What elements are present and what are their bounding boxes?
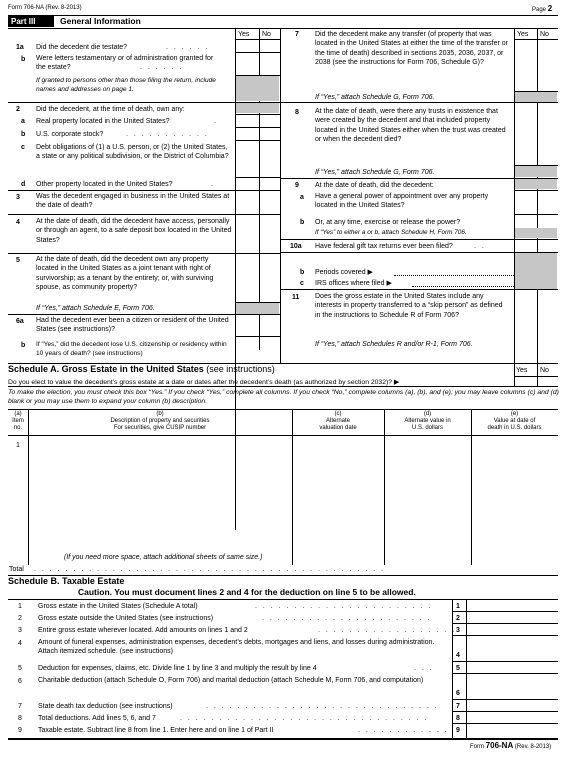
question-1b-note: If granted to persons other than those filing the return, include names and addresses on page 1. [36, 77, 216, 94]
sched-b-line-num: 9 [18, 727, 22, 734]
shaded-cell [236, 76, 279, 101]
question-10c: IRS offices where filed ▶ [315, 280, 392, 287]
item-num: 2 [16, 106, 20, 113]
item-num: a [21, 118, 25, 125]
schedule-b-caution: Caution. You must document lines 2 and 4 for the deduction on line 5 to be allowed. [78, 587, 416, 597]
sched-b-line-3: Entire gross estate wherever located. Add amounts on lines 1 and 2 [38, 627, 248, 634]
shaded-cell [515, 92, 557, 102]
question-4: At the date of death, did the decedent have access, personally or through an agent, to a safe deposit box located in the United States? [36, 218, 232, 244]
question-1b: Were letters testamentary or of administration granted for the estate? [36, 55, 214, 72]
shaded-cell [236, 103, 279, 113]
item-num: b [300, 219, 305, 226]
shaded-cell [515, 253, 557, 289]
part-title: General Information [60, 16, 141, 26]
total-label: Total [9, 566, 24, 573]
sched-b-line-4: Amount of funeral expenses, administration expenses, decedent’s debts, mortgages and liens, and losses during administration. Attach itemized schedule. (see instructions) [38, 639, 435, 656]
question-9a: Have a general power of appointment over any property located in the United States? [315, 193, 489, 210]
alternate-date-cell[interactable] [293, 436, 383, 551]
date-of-death-value-cell[interactable] [472, 436, 557, 564]
sched-b-line-1: Gross estate in the United States (Schedule A total) [38, 603, 198, 610]
item-num: 6a [16, 318, 24, 325]
shaded-cell [236, 303, 279, 314]
item-num: c [300, 280, 304, 287]
question-10b: Periods covered ▶ [315, 269, 373, 276]
question-6b: If “Yes,” did the decedent lose U.S. citizenship or residency within 10 years of death? (see instructions) [36, 341, 227, 358]
item-num: 10a [290, 243, 302, 250]
irs-offices-line[interactable] [412, 286, 514, 287]
description-cell[interactable] [29, 436, 291, 551]
form-page: Form 706-NA (Rev. 8-2013) Page 2 Part III General Information Yes No Yes No 1a Did the decedent die testate? . . . . . . b Were letters testamentary or of administration granted for the estate? . . . . . . If granted to persons other than those filing the return, include names and addresses on page 1. 2 Did the decedent, at the time of death, own any: a Real property located in the United States? . b U.S. corporate stock? . . . . . . . . . . . c Debt obligations of (1) a U.S. person, or (2) the United States, a state or any political subdivision, or the District of Columbia? d Other property located in the United States? . 3 Was the decedent engaged in business in the United States at the date of death? 4 At the date of death, did the decedent have access, personally or through an agent, to a safe deposit box located in the United States? 5 At the date of death, did the decedent own any property located in the United States as a joint tenant with right of survivorship; as a tenant by the entirety; or, with surviving spouse, as community property? If “Yes,” attach Schedule E, Form 706. 6a Had the decedent ever been a citizen or resident of the United States (see instructions)? b If “Yes,” did the decedent lose U.S. citizenship or residency within 10 years of death? (see instructions) 7 Did the decedent make any transfer (of property that was located in the United States at either the time of the transfer or the time of death) described in sections 2035, 2036, 2037, or 2038 (see the instructions for Form 706, Schedule G)? If “Yes,” attach Schedule G, Form 706. 8 At the date of death, were there any trusts in existence that were created by the decedent and that included property located in the United States either when the trust was created or when the decedent died? If “Yes,” attach Schedule G, Form 706. 9 At the date of death, did the decedent: a Have a general power of appointment over any property located in the United States? b Or, at any time, exercise or release the power? If “Yes” to either a or b, attach Schedule H, Form 706. 10a Have federal gift tax returns ever been filed? . . b Periods covered ▶ c IRS offices where filed ▶ 11 Does the gross estate in the United States include any interests in property transferred to a “skip person” as defined in the instructions to Schedule R of Form 706? If “Yes,” attach Schedules R and/or R-1, Form 706. Schedule A. Gross Estate in the United States (see instructions) Yes No Do you elect to value the decedent’s gross estate at a date or dates after the decedent’s death (as authorized by section 2032)? ▶ To make the election, you must check this box “Yes.” If you check “Yes,” complete all columns. If you check “No,” complete columns (a), (b), and (e); you may leave columns (c) and (d) blank or you may use them to expand your column (b) description. (a) Item no. (b) Description of property and securities For securities, give CUSIP number (c) Alternate valuation date (d) Alternate value in U.S. dollars (e) Value at date of death in U.S. dollars 1 (If you need more space, attach additional sheets of same size.) Total . . . . . . . . . . . . . . . . . . . . . . . . . . . . . . . . . . . . . . . . . . . . . Schedule B. Taxable Estate Caution. You must document lines 2 and 4 for the deduction on line 5 to be allowed. 1 Gross estate in the United States (Schedule A total) . . . . . . . . . . . . . . . . . . . . . . . 1 2 Gross estate outside the United States (see instructions) . . . . . . . . . . . . . . . . . . . . . . 2 3 Entire gross estate wherever located. Add amounts on lines 1 and 2 . . . . . . . . . . . . . . . . . . 3 4 Amount of funeral expenses, administration expenses, decedent’s debts, mortgages and liens, and losses during administration. Attach itemized schedule. (see instructions) 4 5 Deduction for expenses, claims, etc. Divide line 1 by line 3 and multiply the result by line 4 . . . 5 6 Charitable deduction (attach Schedule O, Form 706) and marital deduction (attach Schedule M, Form 706, and computation) 6 7 State death tax deduction (see instructions) . . . . . . . . . . . . . . . . . . . . . . . . . . . . . . 7 8 Total deductions. Add lines 5, 6, and 7 . . . . . . . . . . . . . . . . . . . . . . . . . . . . . . . . 8 9 Taxable estate. Subtract line 8 from line 1. Enter here and on line 1 of Part II . . . . . . . . . . . . 9 Form 706-NA (Rev. 8-2013) [8, 4, 559, 750]
sched-b-line-2: Gross estate outside the United States (see instructions) [38, 615, 214, 622]
question-5-note: If “Yes,” attach Schedule E, Form 706. [36, 305, 155, 312]
footer-form-id: Form 706-NA (Rev. 8-2013) [470, 741, 552, 750]
election-yes-label: Yes [516, 367, 528, 374]
space-note: (If you need more space, attach additional sheets of same size.) [64, 554, 263, 561]
col-a-header: (a) Item no. [12, 411, 24, 431]
sched-b-line-num: 4 [18, 640, 22, 647]
election-no-box[interactable] [539, 378, 557, 385]
item-num: b [21, 131, 26, 138]
question-1a: Did the decedent die testate? [36, 44, 128, 51]
question-6a: Had the decedent ever been a citizen or resident of the United States (see instructions)? [36, 317, 229, 334]
question-8-note: If “Yes,” attach Schedule G, Form 706. [315, 169, 435, 176]
sched-b-line-8: Total deductions. Add lines 5, 6, and 7 [38, 715, 156, 722]
item-num: b [300, 269, 305, 276]
question-2b: U.S. corporate stock? [36, 131, 104, 138]
question-2c: Debt obligations of (1) a U.S. person, or (2) the United States, a state or any political subdivision, or the District of Columbia? [36, 144, 229, 161]
question-7: Did the decedent make any transfer (of property that was located in the United States at either the time of the transfer or the time of death) described in sections 2035, 2036, 2037, or 2038 (see the instructions for Form 706, Schedule G)? [315, 31, 508, 67]
page-number: Page 2 [532, 4, 553, 13]
question-5: At the date of death, did the decedent own any property located in the United States as a joint tenant with right of survivorship; as a tenant by the entirety; or, with surviving spouse, as community property? [36, 256, 214, 292]
item-row-number: 1 [16, 442, 20, 449]
sched-b-line-num: 8 [18, 715, 22, 722]
no-header-right: No [540, 31, 549, 38]
shaded-cell [515, 179, 557, 189]
sched-b-line-num: 6 [18, 678, 22, 685]
item-num: a [300, 194, 304, 201]
item-num: d [21, 181, 26, 188]
question-8: At the date of death, were there any trusts in existence that were created by the decedent and that included property located in the United States either when the trust was created or when the decedent died? [315, 108, 506, 144]
sched-b-line-9: Taxable estate. Subtract line 8 from line 1. Enter here and on line 1 of Part II [38, 727, 274, 734]
election-question: Do you elect to value the decedent’s gross estate at a date or dates after the decedent’s death (as authorized by section 2032)? ▶ [8, 379, 400, 386]
question-9b: Or, at any time, exercise or release the power? [315, 219, 461, 226]
no-header-left: No [262, 31, 271, 38]
question-2: Did the decedent, at the time of death, own any: [36, 106, 185, 113]
item-num: 1a [16, 44, 24, 51]
col-b-header: (b) Description of property and securities For securities, give CUSIP number [110, 411, 210, 431]
sched-b-line-num: 5 [18, 665, 22, 672]
item-num: 9 [295, 182, 299, 189]
shaded-cell [515, 228, 557, 238]
schedule-b-title: Schedule B. Taxable Estate [8, 576, 125, 586]
sched-b-line-num: 3 [18, 627, 22, 634]
item-num: 4 [16, 219, 20, 226]
question-7-note: If “Yes,” attach Schedule G, Form 706. [315, 94, 435, 101]
col-c-header: (c) Alternate valuation date [319, 411, 357, 431]
election-yes-box[interactable] [516, 378, 534, 385]
question-11-note: If “Yes,” attach Schedules R and/or R-1, Form 706. [315, 341, 473, 348]
sched-b-line-6: Charitable deduction (attach Schedule O, Form 706) and marital deduction (attach Schedule M, Form 706, and computation) [38, 677, 424, 684]
col-d-header: (d) Alternate value in U.S. dollars [404, 411, 451, 431]
schedule-b-amount-column[interactable] [467, 600, 557, 738]
item-num: 5 [16, 257, 20, 264]
item-num: c [21, 144, 25, 151]
sched-b-line-num: 7 [18, 703, 22, 710]
question-11: Does the gross estate in the United States include any interests in property transferred to a “skip person” as defined in the instructions to Schedule R of Form 706? [315, 293, 503, 319]
form-id-header: Form 706-NA (Rev. 8-2013) [8, 5, 82, 11]
part-label: Part III [11, 17, 36, 26]
item-num: 11 [292, 294, 300, 301]
question-2d: Other property located in the United States? [36, 181, 173, 188]
question-9-note: If “Yes” to either a or b, attach Schedule H, Form 706. [315, 229, 467, 236]
yes-header-left: Yes [238, 31, 250, 38]
item-num: 8 [295, 109, 299, 116]
item-num: b [21, 342, 26, 349]
alternate-value-cell[interactable] [385, 436, 470, 551]
periods-covered-line[interactable] [394, 275, 514, 276]
sched-b-line-num: 2 [18, 615, 22, 622]
item-num: 7 [295, 31, 299, 38]
item-num: 3 [16, 194, 20, 201]
question-9: At the date of death, did the decedent: [315, 182, 434, 189]
schedule-a-title: Schedule A. Gross Estate in the United States (see instructions) [8, 364, 275, 374]
question-2a: Real property located in the United States? [36, 118, 170, 125]
shaded-cell [515, 166, 557, 177]
col-e-header: (e) Value at date of death in U.S. dollars [487, 411, 542, 431]
schedule-a-instruction: To make the election, you must check this box “Yes.” If you check “Yes,” complete all columns. If you check “No,” complete columns (a), (b), and (e); you may leave columns (c) and (d) blank or you may use them to expand your column (b) description. [8, 389, 559, 406]
yes-header-right: Yes [517, 31, 529, 38]
election-no-label: No [540, 367, 549, 374]
question-10a: Have federal gift tax returns ever been filed? [315, 243, 453, 250]
question-3: Was the decedent engaged in business in the United States at the date of death? [36, 193, 230, 210]
item-num: b [21, 56, 26, 63]
sched-b-line-5: Deduction for expenses, claims, etc. Divide line 1 by line 3 and multiply the result by line 4 [38, 665, 317, 672]
sched-b-line-7: State death tax deduction (see instructions) [38, 703, 173, 710]
sched-b-line-num: 1 [18, 603, 22, 610]
